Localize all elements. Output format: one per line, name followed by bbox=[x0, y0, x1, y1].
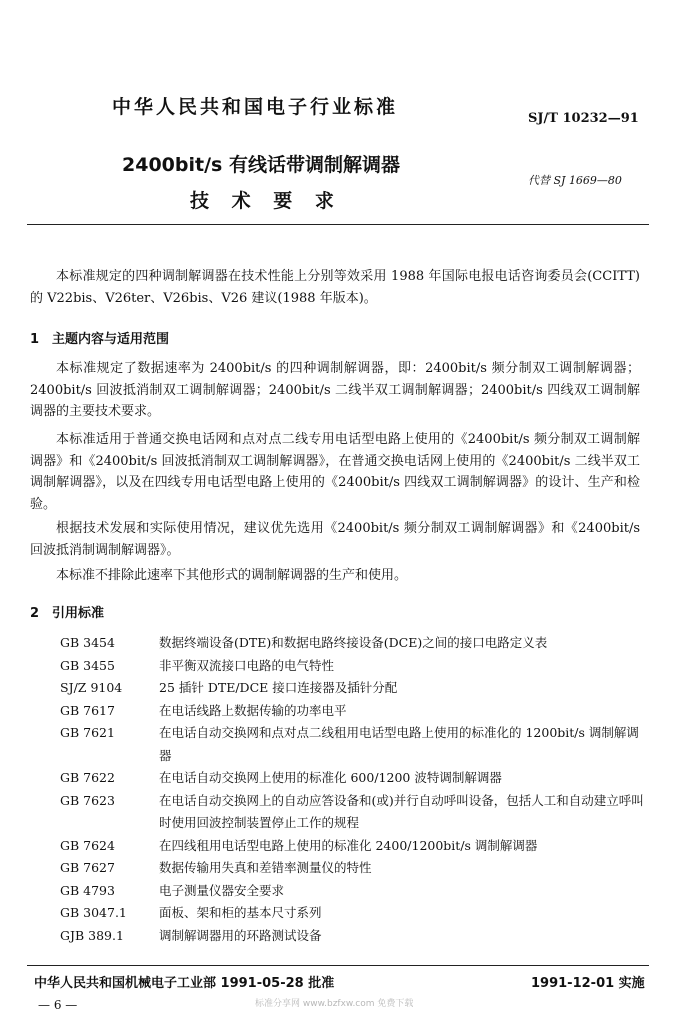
reference-row bbox=[60, 677, 645, 700]
section-1-paragraph: 本标准适用于普通交换电话网和点对点二线专用电话型电路上使用的《2400bit/s 频分制双工调制解调器》和《2400bit/s 回波抵消制双工调制解调器》，在普通交换电话网上使用的《2400bit/s 二线半双工调制解调器》，以及在四线专用电话型电路上使用的《2400bit/s 四线双工调制解调器》的设计、生产和检验。 bbox=[30, 432, 640, 512]
reference-row bbox=[60, 790, 645, 835]
reference-code: GB 7623 bbox=[60, 792, 115, 808]
section-2-heading bbox=[30, 602, 104, 621]
replaces-note: 代替 SJ 1669—80 bbox=[528, 174, 622, 187]
reference-code: GB 3455 bbox=[60, 657, 115, 673]
header-divider bbox=[27, 224, 649, 225]
standard-code: SJ/T 10232—91 bbox=[528, 111, 639, 126]
reference-title: 在电话自动交换网上的自动应答设备和(或)并行自动呼叫设备，包括人工和自动建立呼叫时使用回波控制装置停止工作的规程 bbox=[159, 792, 644, 830]
reference-code: SJ/Z 9104 bbox=[60, 680, 123, 695]
reference-row bbox=[60, 632, 645, 655]
reference-row bbox=[60, 857, 645, 880]
reference-title: 数据终端设备(DTE)和数据电路终接设备(DCE)之间的接口电路定义表 bbox=[159, 635, 548, 650]
reference-code: GB 7622 bbox=[60, 770, 115, 785]
reference-row bbox=[60, 700, 645, 723]
reference-title: 调制解调器用的环路测试设备 bbox=[159, 927, 322, 943]
reference-row bbox=[60, 655, 645, 678]
document-subtitle: 技 术 要 求 bbox=[190, 190, 334, 212]
reference-code: GB 3047.1 bbox=[60, 905, 127, 920]
section-2-number: 2 bbox=[30, 606, 40, 621]
reference-code: GB 7617 bbox=[60, 702, 115, 718]
reference-row bbox=[60, 902, 645, 925]
section-2-title: 引用标准 bbox=[52, 606, 105, 621]
reference-code: GB 7624 bbox=[60, 837, 115, 853]
reference-title: 数据传输用失真和差错率测量仪的特性 bbox=[159, 860, 372, 875]
referenced-standards-table bbox=[60, 632, 645, 947]
footer-divider bbox=[27, 965, 649, 966]
reference-code: GJB 389.1 bbox=[60, 927, 124, 943]
section-1-paragraph: 本标准规定了数据速率为 2400bit/s 的四种调制解调器，即：2400bit/s 频分制双工调制解调器；2400bit/s 回波抵消制双工调制解调器；2400bit/s 二线半双工调制解调器；2400bit/s 四线双工调制解调器的主要技术要求。 bbox=[30, 361, 640, 419]
section-1-paragraph: 根据技术发展和实际使用情况，建议优先选用《2400bit/s 频分制双工调制解调器》和《2400bit/s 回波抵消制调制解调器》。 bbox=[30, 521, 640, 558]
reference-row bbox=[60, 722, 645, 767]
effective-date: 1991-12-01 实施 bbox=[531, 976, 645, 991]
reference-title: 面板、架和柜的基本尺寸系列 bbox=[159, 905, 322, 920]
reference-title: 在四线租用电话型电路上使用的标准化 2400/1200bit/s 调制解调器 bbox=[159, 837, 538, 853]
reference-row bbox=[60, 767, 645, 790]
reference-row bbox=[60, 925, 645, 948]
document-title: 2400bit/s 有线话带调制解调器 bbox=[122, 154, 400, 176]
approval-statement: 中华人民共和国机械电子工业部 1991-05-28 批准 bbox=[34, 976, 335, 991]
reference-code: GB 7621 bbox=[60, 725, 115, 740]
download-watermark: 标准分享网 www.bzfxw.com 免费下载 bbox=[255, 999, 414, 1009]
reference-row bbox=[60, 880, 645, 903]
reference-row bbox=[60, 835, 645, 858]
section-1-number: 1 bbox=[30, 332, 40, 347]
reference-title: 在电话自动交换网和点对点二线租用电话型电路上使用的标准化的 1200bit/s 调制解调器 bbox=[159, 725, 639, 763]
issuing-body-title: 中华人民共和国电子行业标准 bbox=[112, 96, 399, 118]
reference-code: GB 3454 bbox=[60, 635, 115, 650]
intro-paragraph: 本标准规定的四种调制解调器在技术性能上分别等效采用 1988 年国际电报电话咨询委员会(CCITT)的 V22bis、V26ter、V26bis、V26 建议(1988 年版本)。 bbox=[30, 269, 640, 306]
reference-code: GB 7627 bbox=[60, 860, 115, 875]
reference-title: 25 插针 DTE/DCE 接口连接器及插针分配 bbox=[159, 680, 398, 695]
section-1-title: 主题内容与适用范围 bbox=[52, 332, 170, 347]
reference-title: 在电话自动交换网上使用的标准化 600/1200 波特调制解调器 bbox=[159, 770, 502, 785]
section-1-paragraph: 本标准不排除此速率下其他形式的调制解调器的生产和使用。 bbox=[56, 568, 408, 583]
section-1-heading bbox=[30, 328, 169, 347]
reference-code: GB 4793 bbox=[60, 882, 115, 898]
page-number: — 6 — bbox=[38, 998, 78, 1012]
reference-title: 在电话线路上数据传输的功率电平 bbox=[159, 702, 347, 718]
reference-title: 非平衡双流接口电路的电气特性 bbox=[159, 657, 335, 673]
reference-title: 电子测量仪器安全要求 bbox=[159, 882, 285, 898]
